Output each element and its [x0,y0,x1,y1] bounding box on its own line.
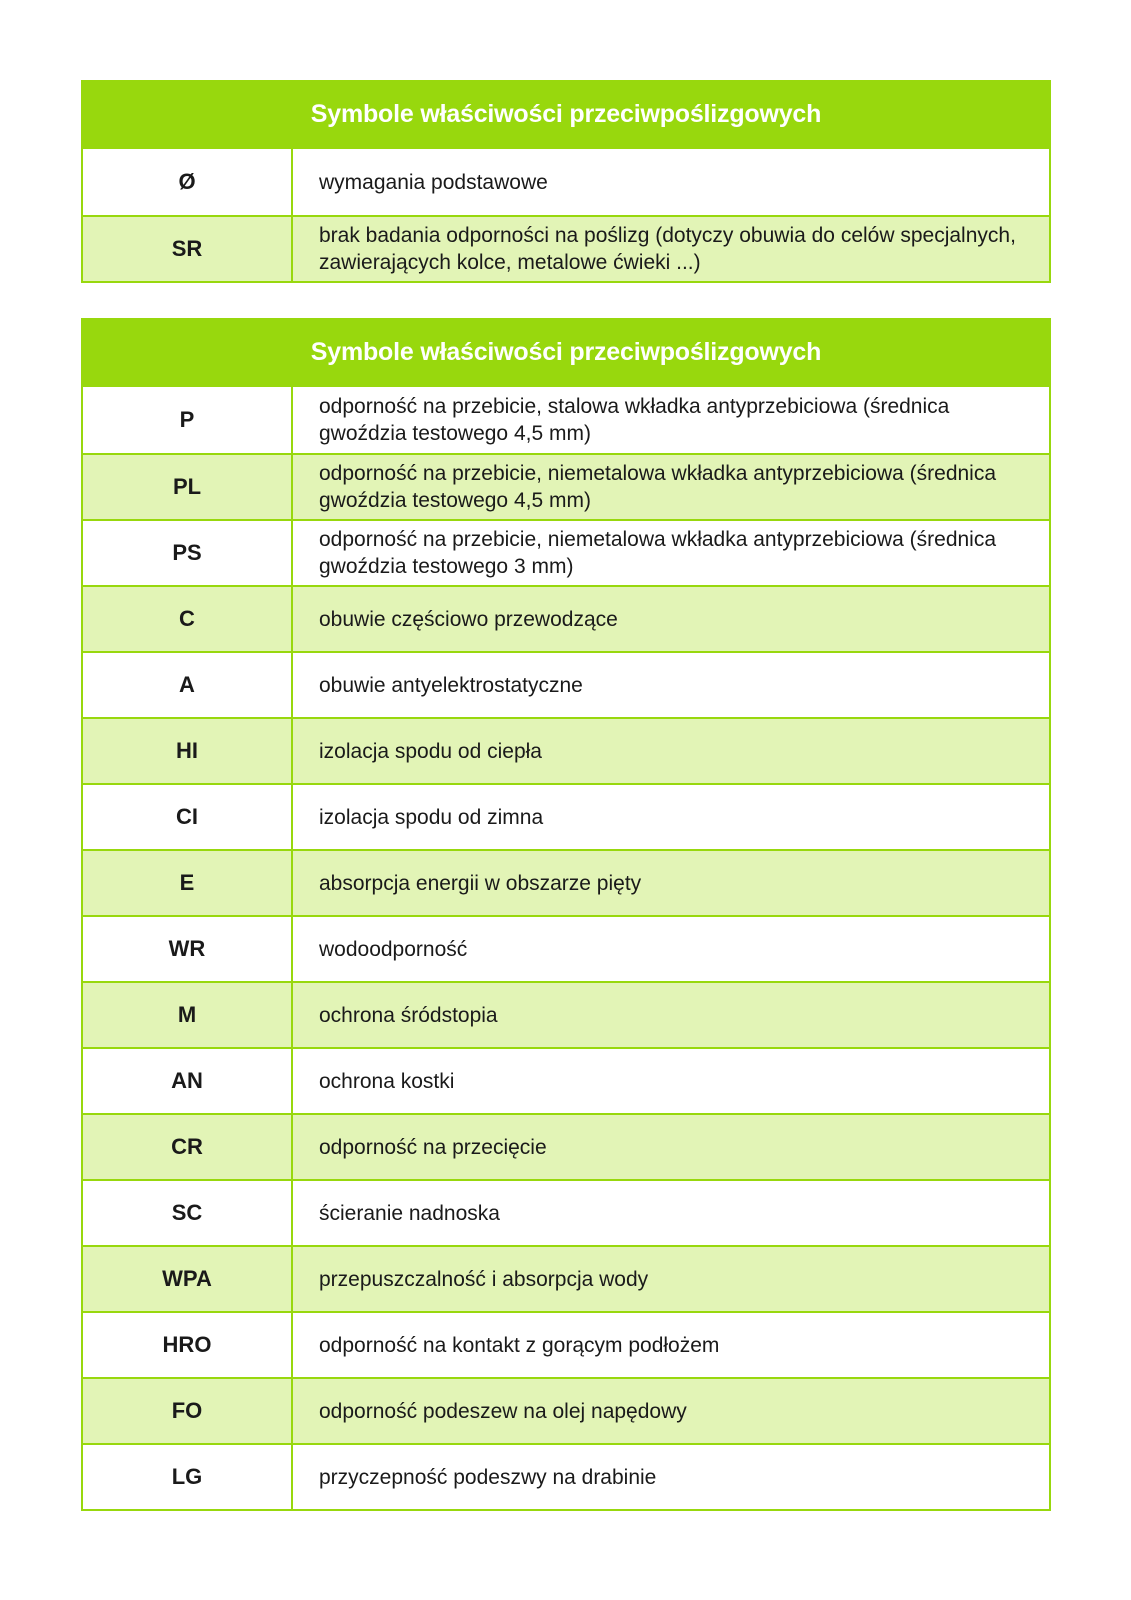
description-cell: izolacja spodu od ciepła [319,739,542,763]
symbol-cell: HI [83,719,293,783]
protection-symbols-table [81,318,1051,1511]
symbol-cell: HRO [83,1313,293,1377]
table-row [83,849,1049,915]
symbol-cell: SC [83,1181,293,1245]
table-body [83,387,1049,1509]
table-row [83,651,1049,717]
table-title: Symbole właściwości przeciwpoślizgowych [83,82,1049,149]
description-cell: odporność na przebicie, stalowa wkładka antyprzebiciowa (średnica gwoździa testowego 4,5 mm) [319,395,950,445]
description-cell: brak badania odporności na poślizg (dotyczy obuwia do celów specjalnych, zawierających kolce, metalowe ćwieki ...) [319,224,1016,274]
table-title: Symbole właściwości przeciwpoślizgowych [83,320,1049,387]
description-cell: obuwie antyelektrostatyczne [319,673,583,697]
description-cell: odporność podeszew na olej napędowy [319,1399,687,1423]
table-row [83,915,1049,981]
description-cell: ochrona śródstopia [319,1003,498,1027]
table-row [83,1179,1049,1245]
description-cell: izolacja spodu od zimna [319,805,544,829]
table-row [83,717,1049,783]
description-cell: odporność na przebicie, niemetalowa wkładka antyprzebiciowa (średnica gwoździa testowego 3 mm) [319,528,997,578]
anti-slip-symbols-table [81,80,1051,283]
table-row [83,1377,1049,1443]
table-row [83,1245,1049,1311]
description-cell: odporność na przebicie, niemetalowa wkładka antyprzebiciowa (średnica gwoździa testowego 4,5 mm) [319,462,997,512]
table-row [83,453,1049,519]
description-cell: wymagania podstawowe [319,170,548,194]
symbol-cell: WR [83,917,293,981]
table-row [83,387,1049,453]
symbol-cell: WPA [83,1247,293,1311]
table-row [83,1311,1049,1377]
symbol-cell: AN [83,1049,293,1113]
description-cell: absorpcja energii w obszarze pięty [319,871,642,895]
table-row [83,981,1049,1047]
symbol-cell: P [83,387,293,453]
description-cell: przepuszczalność i absorpcja wody [319,1267,649,1291]
table-row [83,149,1049,215]
table-row [83,585,1049,651]
description-cell: ochrona kostki [319,1069,455,1093]
description-cell: wodoodporność [319,937,468,961]
description-cell: przyczepność podeszwy na drabinie [319,1465,657,1489]
symbol-cell: CI [83,785,293,849]
description-cell: odporność na kontakt z gorącym podłożem [319,1333,720,1357]
description-cell: obuwie częściowo przewodzące [319,607,618,631]
symbol-cell: C [83,587,293,651]
symbol-cell: PS [83,521,293,585]
table-row [83,215,1049,281]
description-cell: odporność na przecięcie [319,1135,547,1159]
symbol-cell: A [83,653,293,717]
symbol-cell: Ø [83,149,293,215]
table-row [83,1047,1049,1113]
table-row [83,1443,1049,1509]
table-body [83,149,1049,281]
symbol-cell: SR [83,217,293,281]
symbol-cell: M [83,983,293,1047]
symbol-cell: E [83,851,293,915]
symbol-cell: FO [83,1379,293,1443]
symbol-cell: PL [83,455,293,519]
symbol-cell: CR [83,1115,293,1179]
symbol-cell: LG [83,1445,293,1509]
table-row [83,783,1049,849]
description-cell: ścieranie nadnoska [319,1201,500,1225]
table-row [83,519,1049,585]
table-row [83,1113,1049,1179]
